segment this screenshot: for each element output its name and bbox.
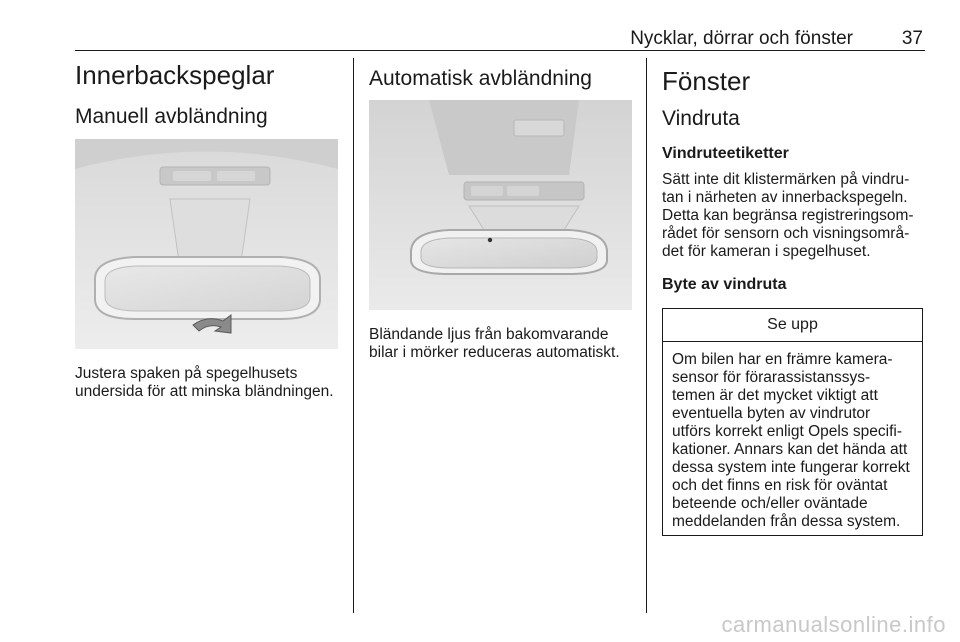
subheading-automatic-dimming: Automatisk avbländning <box>369 67 592 90</box>
text-line: Bländande ljus från bakomvarande <box>369 326 609 343</box>
column-divider <box>646 58 647 613</box>
section-heading-mirrors: Innerbackspeglar <box>75 60 275 90</box>
text-line: och det finns en risk för oväntat <box>672 477 888 494</box>
text-line: dessa system inte fungerar korrekt <box>672 459 910 476</box>
text-line: Justera spaken på spegelhusets <box>75 365 298 382</box>
chapter-title: Nycklar, dörrar och fönster <box>630 28 853 49</box>
subheading-manual-dimming: Manuell avbländning <box>75 105 268 128</box>
text-line: Detta kan begränsa registreringsom- <box>662 207 914 224</box>
section-heading-windows: Fönster <box>662 66 751 96</box>
text-line: tan i närheten av innerbackspegeln. <box>662 189 908 206</box>
text-line: undersida för att minska bländningen. <box>75 383 334 400</box>
subheading-windshield: Vindruta <box>662 107 740 130</box>
text-line: eventuella byten av vindrutor <box>672 405 871 422</box>
caution-box <box>662 308 923 536</box>
column-divider <box>353 58 354 613</box>
manual-dimming-text <box>75 365 334 401</box>
title-windshield-stickers: Vindruteetiketter <box>662 145 789 162</box>
text-line: bilar i mörker reduceras automatiskt. <box>369 344 620 361</box>
text-line: temen är det mycket viktigt att <box>672 387 878 404</box>
page-number: 37 <box>901 28 923 49</box>
text-line: rådet för sensorn och visningsområ- <box>662 225 910 242</box>
windshield-stickers-text <box>662 171 914 261</box>
watermark: carmanualsonline.info <box>721 612 946 637</box>
manual-mirror-illustration <box>75 139 338 349</box>
auto-mirror-illustration <box>369 100 632 310</box>
text-line: beteende och/eller oväntade <box>672 495 868 512</box>
text-line: sensor för förarassistanssys- <box>672 369 871 386</box>
page-header <box>75 26 925 51</box>
text-line: Sätt inte dit klistermärken på vindru- <box>662 171 910 188</box>
text-line: utförs korrekt enligt Opels specifi- <box>672 423 903 440</box>
text-line: det för kameran i spegelhuset. <box>662 243 871 260</box>
title-windshield-replacement: Byte av vindruta <box>662 276 787 293</box>
caution-title: Se upp <box>663 309 922 342</box>
caution-text <box>672 351 910 531</box>
text-line: Om bilen har en främre kamera- <box>672 351 893 368</box>
auto-dimming-text <box>369 326 620 362</box>
text-line: kationer. Annars kan det hända att <box>672 441 908 458</box>
text-line: meddelanden från dessa system. <box>672 513 901 530</box>
